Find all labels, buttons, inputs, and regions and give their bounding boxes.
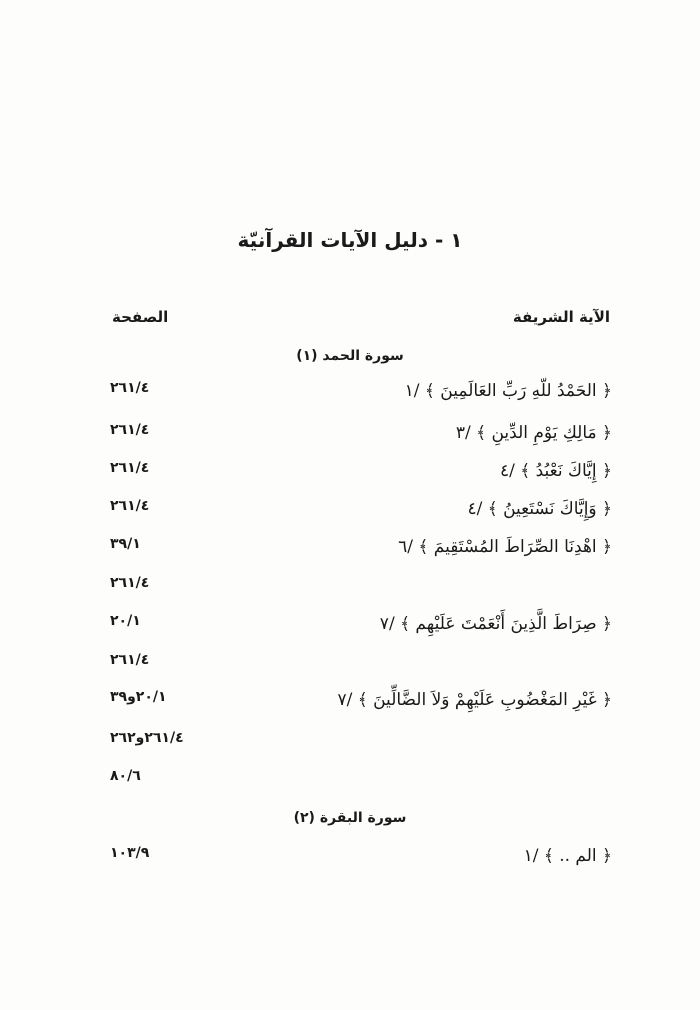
index-row <box>0 422 700 450</box>
index-row <box>0 689 700 717</box>
page-title: ١ - دليل الآيات القرآنيّة <box>237 228 463 252</box>
column-headers <box>0 308 700 332</box>
page-reference: ٢٠/١و٣٩ <box>110 689 167 705</box>
page-reference: ٢٦١/٤ <box>110 575 150 591</box>
page-reference: ٣٩/١ <box>110 536 141 552</box>
page-reference: ٢٠/١ <box>110 613 141 629</box>
index-row <box>0 845 700 873</box>
verse-column-header: الآية الشريفة <box>512 308 610 326</box>
index-row <box>0 768 700 796</box>
page-reference: ٢٦١/٤ <box>110 460 150 476</box>
page-reference: ٢٦١/٤ <box>110 380 150 396</box>
verse-text: ﴿ إِيَّاكَ نَعْبُدُ ﴾ /٤ <box>499 461 612 481</box>
page-reference: ٢٦١/٤ <box>110 652 150 668</box>
index-row <box>0 380 700 408</box>
page-reference: ٢٦١/٤ <box>110 422 150 438</box>
verse-text: ﴿ اهْدِنَا الصِّرَاطَ المُسْتَقِيمَ ﴾ /٦ <box>398 537 612 557</box>
index-row <box>0 613 700 641</box>
index-row <box>0 730 700 758</box>
verse-text: ﴿ مَالِكِ يَوْمِ الدِّينِ ﴾ /٣ <box>455 423 612 443</box>
page-reference: ٨٠/٦ <box>110 768 141 784</box>
verse-text: ﴿ الحَمْدُ للّهِ رَبِّ العَالَمِينَ ﴾ /١ <box>404 381 612 401</box>
verse-text: ﴿ الم .. ﴾ /١ <box>523 846 612 866</box>
index-row <box>0 575 700 603</box>
index-row <box>0 460 700 488</box>
page-reference: ١٠٣/٩ <box>110 845 150 861</box>
surah-heading-hamd: سورة الحمد (١) <box>296 348 404 364</box>
page-column-header: الصفحة <box>112 308 169 326</box>
verse-text: ﴿ وَإِيَّاكَ نَسْتَعِينُ ﴾ /٤ <box>467 499 612 519</box>
index-row <box>0 652 700 680</box>
verse-text: ﴿ غَيْرِ المَغْضُوبِ عَلَيْهِمْ وَلاَ الضَّالِّينَ ﴾ /٧ <box>337 690 612 710</box>
surah-heading-baqara: سورة البقرة (٢) <box>293 810 407 826</box>
verse-text: ﴿ صِرَاطَ الَّذِينَ أَنْعَمْتَ عَلَيْهِم ﴾ /٧ <box>379 614 612 634</box>
page-reference: ٢٦١/٤و٢٦٢ <box>110 730 184 746</box>
index-row <box>0 536 700 564</box>
index-row <box>0 498 700 526</box>
page-reference: ٢٦١/٤ <box>110 498 150 514</box>
